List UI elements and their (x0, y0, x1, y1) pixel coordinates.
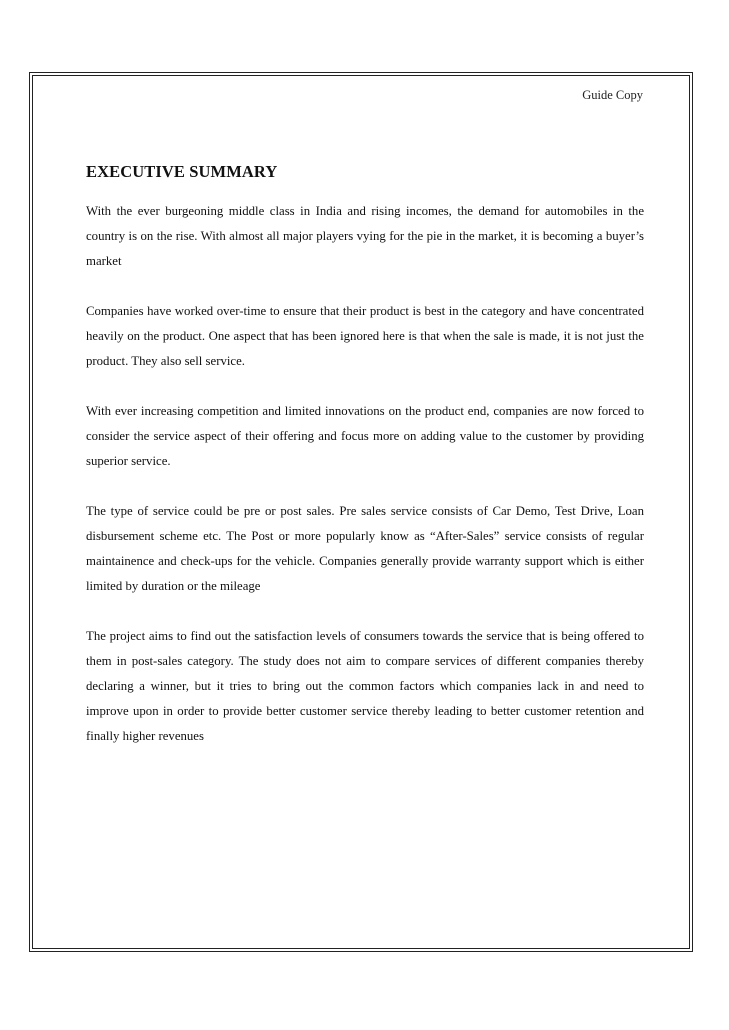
document-body (86, 199, 644, 774)
paragraph-1: With the ever burgeoning middle class in India and rising incomes, the demand for automobiles in the country is on the rise. With almost all major players vying for the pie in the market, it is becoming a buyer’s market (86, 204, 644, 268)
guide-copy-label: Guide Copy (582, 88, 643, 102)
paragraph-5: The project aims to find out the satisfaction levels of consumers towards the service that is being offered to them in post-sales category. The study does not aim to compare services of different companies thereby declaring a winner, but it tries to bring out the common factors which companies lack in and need to improve upon in order to provide better customer service thereby leading to better customer retention and finally higher revenues (86, 629, 644, 743)
paragraph-4: The type of service could be pre or post sales. Pre sales service consists of Car Demo, Test Drive, Loan disbursement scheme etc. The Post or more popularly know as “After-Sales” service consists of regular maintainence and check-ups for the vehicle. Companies generally provide warranty support which is either limited by duration or the mileage (86, 504, 644, 593)
paragraph-2: Companies have worked over-time to ensure that their product is best in the category and have concentrated heavily on the product. One aspect that has been ignored here is that when the sale is made, it is not just the product. They also sell service. (86, 304, 644, 368)
paragraph-3: With ever increasing competition and limited innovations on the product end, companies are now forced to consider the service aspect of their offering and focus more on adding value to the customer by providing superior service. (86, 404, 644, 468)
page-title: EXECUTIVE SUMMARY (86, 162, 278, 181)
